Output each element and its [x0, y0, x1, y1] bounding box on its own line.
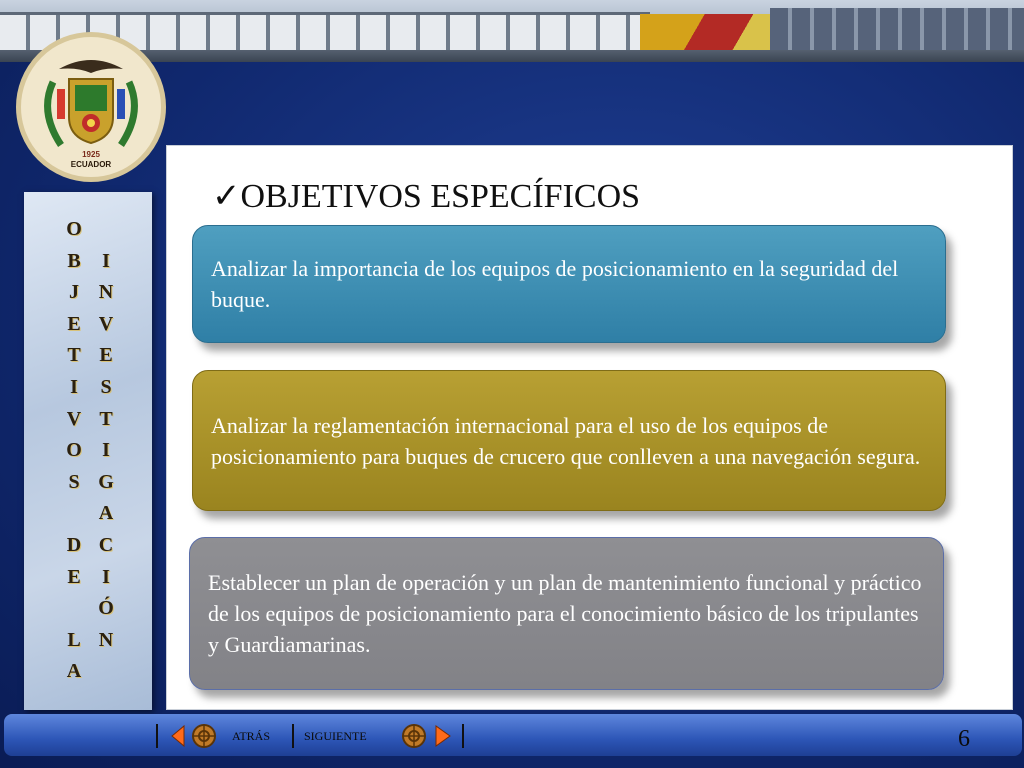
sidebar-letter: I [102, 439, 110, 462]
seal-year: 1925 [82, 150, 100, 159]
sidebar-letter: E [67, 565, 81, 588]
sidebar-letter: S [68, 470, 80, 493]
sidebar-letter [62, 498, 86, 530]
sidebar-letter: C [98, 533, 114, 556]
sidebar-letter: E [99, 344, 113, 367]
objective-box-3 [189, 537, 944, 690]
sidebar-letter: J [69, 281, 79, 304]
building-image-right [770, 8, 1024, 52]
sidebar-letter: S [100, 375, 112, 398]
sidebar-title-investigacion [94, 214, 118, 688]
sidebar-letter: I [102, 565, 110, 588]
sidebar-letter: V [66, 407, 82, 430]
sidebar-letter: A [66, 660, 82, 683]
sidebar-letter: N [98, 628, 114, 651]
sidebar-letter: B [67, 249, 81, 272]
sidebar-letter: N [98, 281, 114, 304]
sidebar-letter: I [102, 249, 110, 272]
sidebar-letter: G [98, 470, 114, 493]
footer-divider [156, 724, 158, 748]
sidebar-letter: A [98, 502, 114, 525]
back-arrow-icon[interactable] [168, 722, 226, 750]
footer-divider [462, 724, 464, 748]
sidebar-letter: T [99, 407, 113, 430]
seal-country: ECUADOR [70, 160, 112, 169]
sidebar-title-objetivos-de-la [62, 214, 86, 688]
sidebar-letter: Ó [98, 597, 114, 620]
sidebar-letter: V [98, 312, 114, 335]
sidebar-letter: D [66, 533, 82, 556]
sidebar-letter: E [67, 312, 81, 335]
sidebar-letter [94, 656, 118, 688]
sidebar-letter: O [66, 218, 82, 240]
building-mural-image [640, 14, 780, 52]
sidebar-letter: O [66, 439, 82, 462]
objective-box-2 [192, 370, 946, 511]
back-link[interactable]: ATRÁS [232, 729, 271, 743]
objective-text-3: Establecer un plan de operación y un plan de mantenimiento funcional y práctico de los equipos de posicionamiento para el conocimiento básico de los tripulantes y Guardiamarinas. [208, 570, 922, 657]
objective-text-2: Analizar la reglamentación internacional para el uso de los equipos de posicionamiento para buques de crucero que conlleven a una navegación segura. [211, 412, 921, 469]
next-arrow-icon[interactable] [396, 722, 454, 750]
objective-box-1 [192, 225, 946, 343]
sidebar-letter: I [70, 375, 78, 398]
sidebar-vertical-title [24, 192, 152, 710]
sidebar-letter: T [67, 344, 81, 367]
sidebar-letter [62, 593, 86, 625]
page-title: ✓OBJETIVOS ESPECÍFICOS [212, 178, 641, 215]
next-link[interactable]: SIGUIENTE [304, 729, 367, 743]
page-number: 6 [958, 726, 970, 752]
sidebar-letter [94, 214, 118, 246]
objective-text-1: Analizar la importancia de los equipos de posicionamiento en la seguridad del buque. [211, 256, 899, 312]
sidebar-letter: L [67, 628, 81, 651]
institution-seal-logo [16, 32, 166, 182]
footer-divider [292, 724, 294, 748]
